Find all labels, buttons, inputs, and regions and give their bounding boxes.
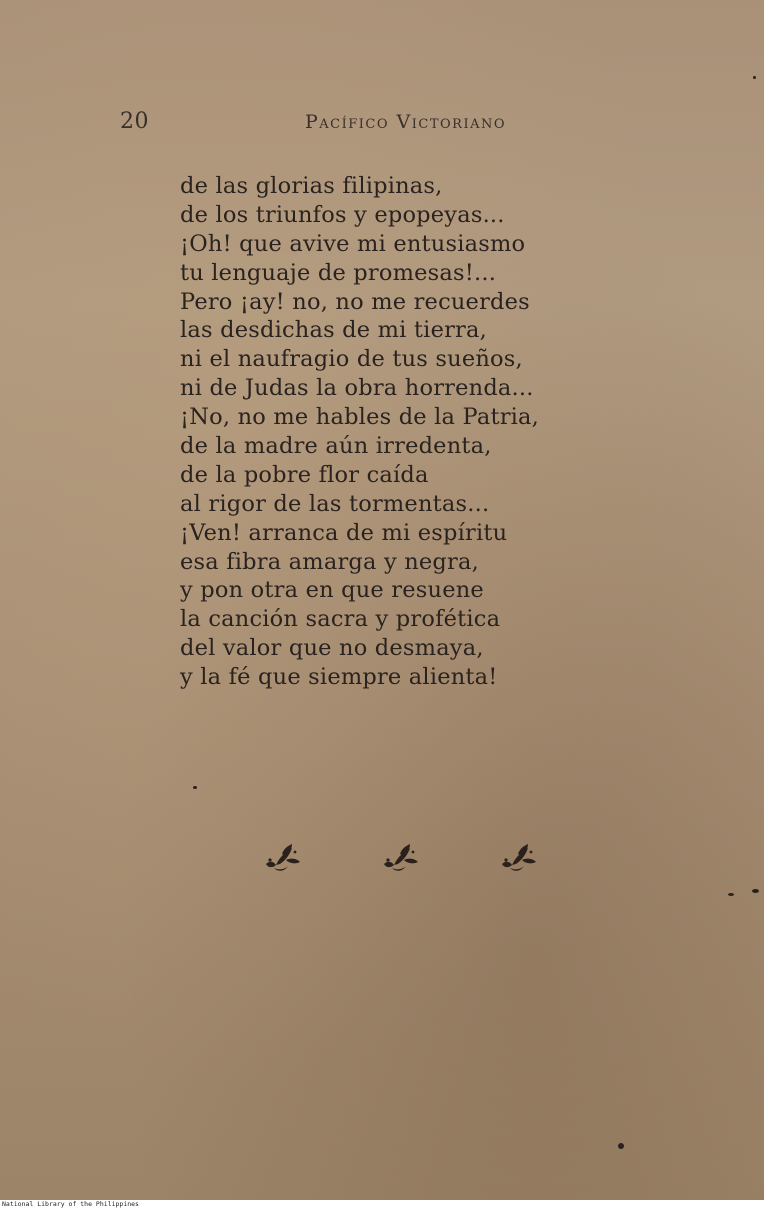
ink-speck <box>752 889 759 893</box>
page-number: 20 <box>120 109 149 134</box>
poem-line: al rigor de las tormentas... <box>180 490 490 517</box>
ink-speck <box>193 786 197 789</box>
fleuron-icon <box>498 838 538 874</box>
poem-line: las desdichas de mi tierra, <box>180 317 487 344</box>
poem-line: del valor que no desmaya, <box>180 635 484 662</box>
poem-line: Pero ¡ay! no, no me recuerdes <box>180 288 530 315</box>
poem-line: ¡Oh! que avive mi entusiasmo <box>180 230 526 257</box>
poem-line: tu lenguaje de promesas!... <box>180 259 497 286</box>
poem-line: y la fé que siempre alienta! <box>180 664 498 691</box>
footer-bar <box>0 1200 764 1208</box>
poem-line: ¡Ven! arranca de mi espíritu <box>180 519 508 546</box>
poem-line: y pon otra en que resuene <box>180 577 484 604</box>
poem-line: ¡No, no me hables de la Patria, <box>180 404 540 431</box>
fleuron-icon <box>262 838 302 874</box>
fleuron-row <box>262 838 552 878</box>
poem-line: ni el naufragio de tus sueños, <box>180 346 523 373</box>
poem-line: la canción sacra y profética <box>180 606 501 633</box>
poem-line: esa fibra amarga y negra, <box>180 548 479 575</box>
library-credit: National Library of the Philippines <box>2 1200 139 1208</box>
running-head: Pacífico Victoriano <box>305 111 507 133</box>
poem-line: de los triunfos y epopeyas... <box>180 201 505 228</box>
poem-stanza <box>180 172 600 692</box>
poem-line: ni de Judas la obra horrenda... <box>180 375 534 402</box>
poem-line: de la pobre flor caída <box>180 461 429 488</box>
poem-line: de las glorias filipinas, <box>180 173 443 199</box>
ink-speck <box>753 76 756 79</box>
fleuron-icon <box>380 838 420 874</box>
ink-speck <box>618 1143 624 1149</box>
ink-speck <box>728 893 734 896</box>
poem-line: de la madre aún irredenta, <box>180 433 492 460</box>
